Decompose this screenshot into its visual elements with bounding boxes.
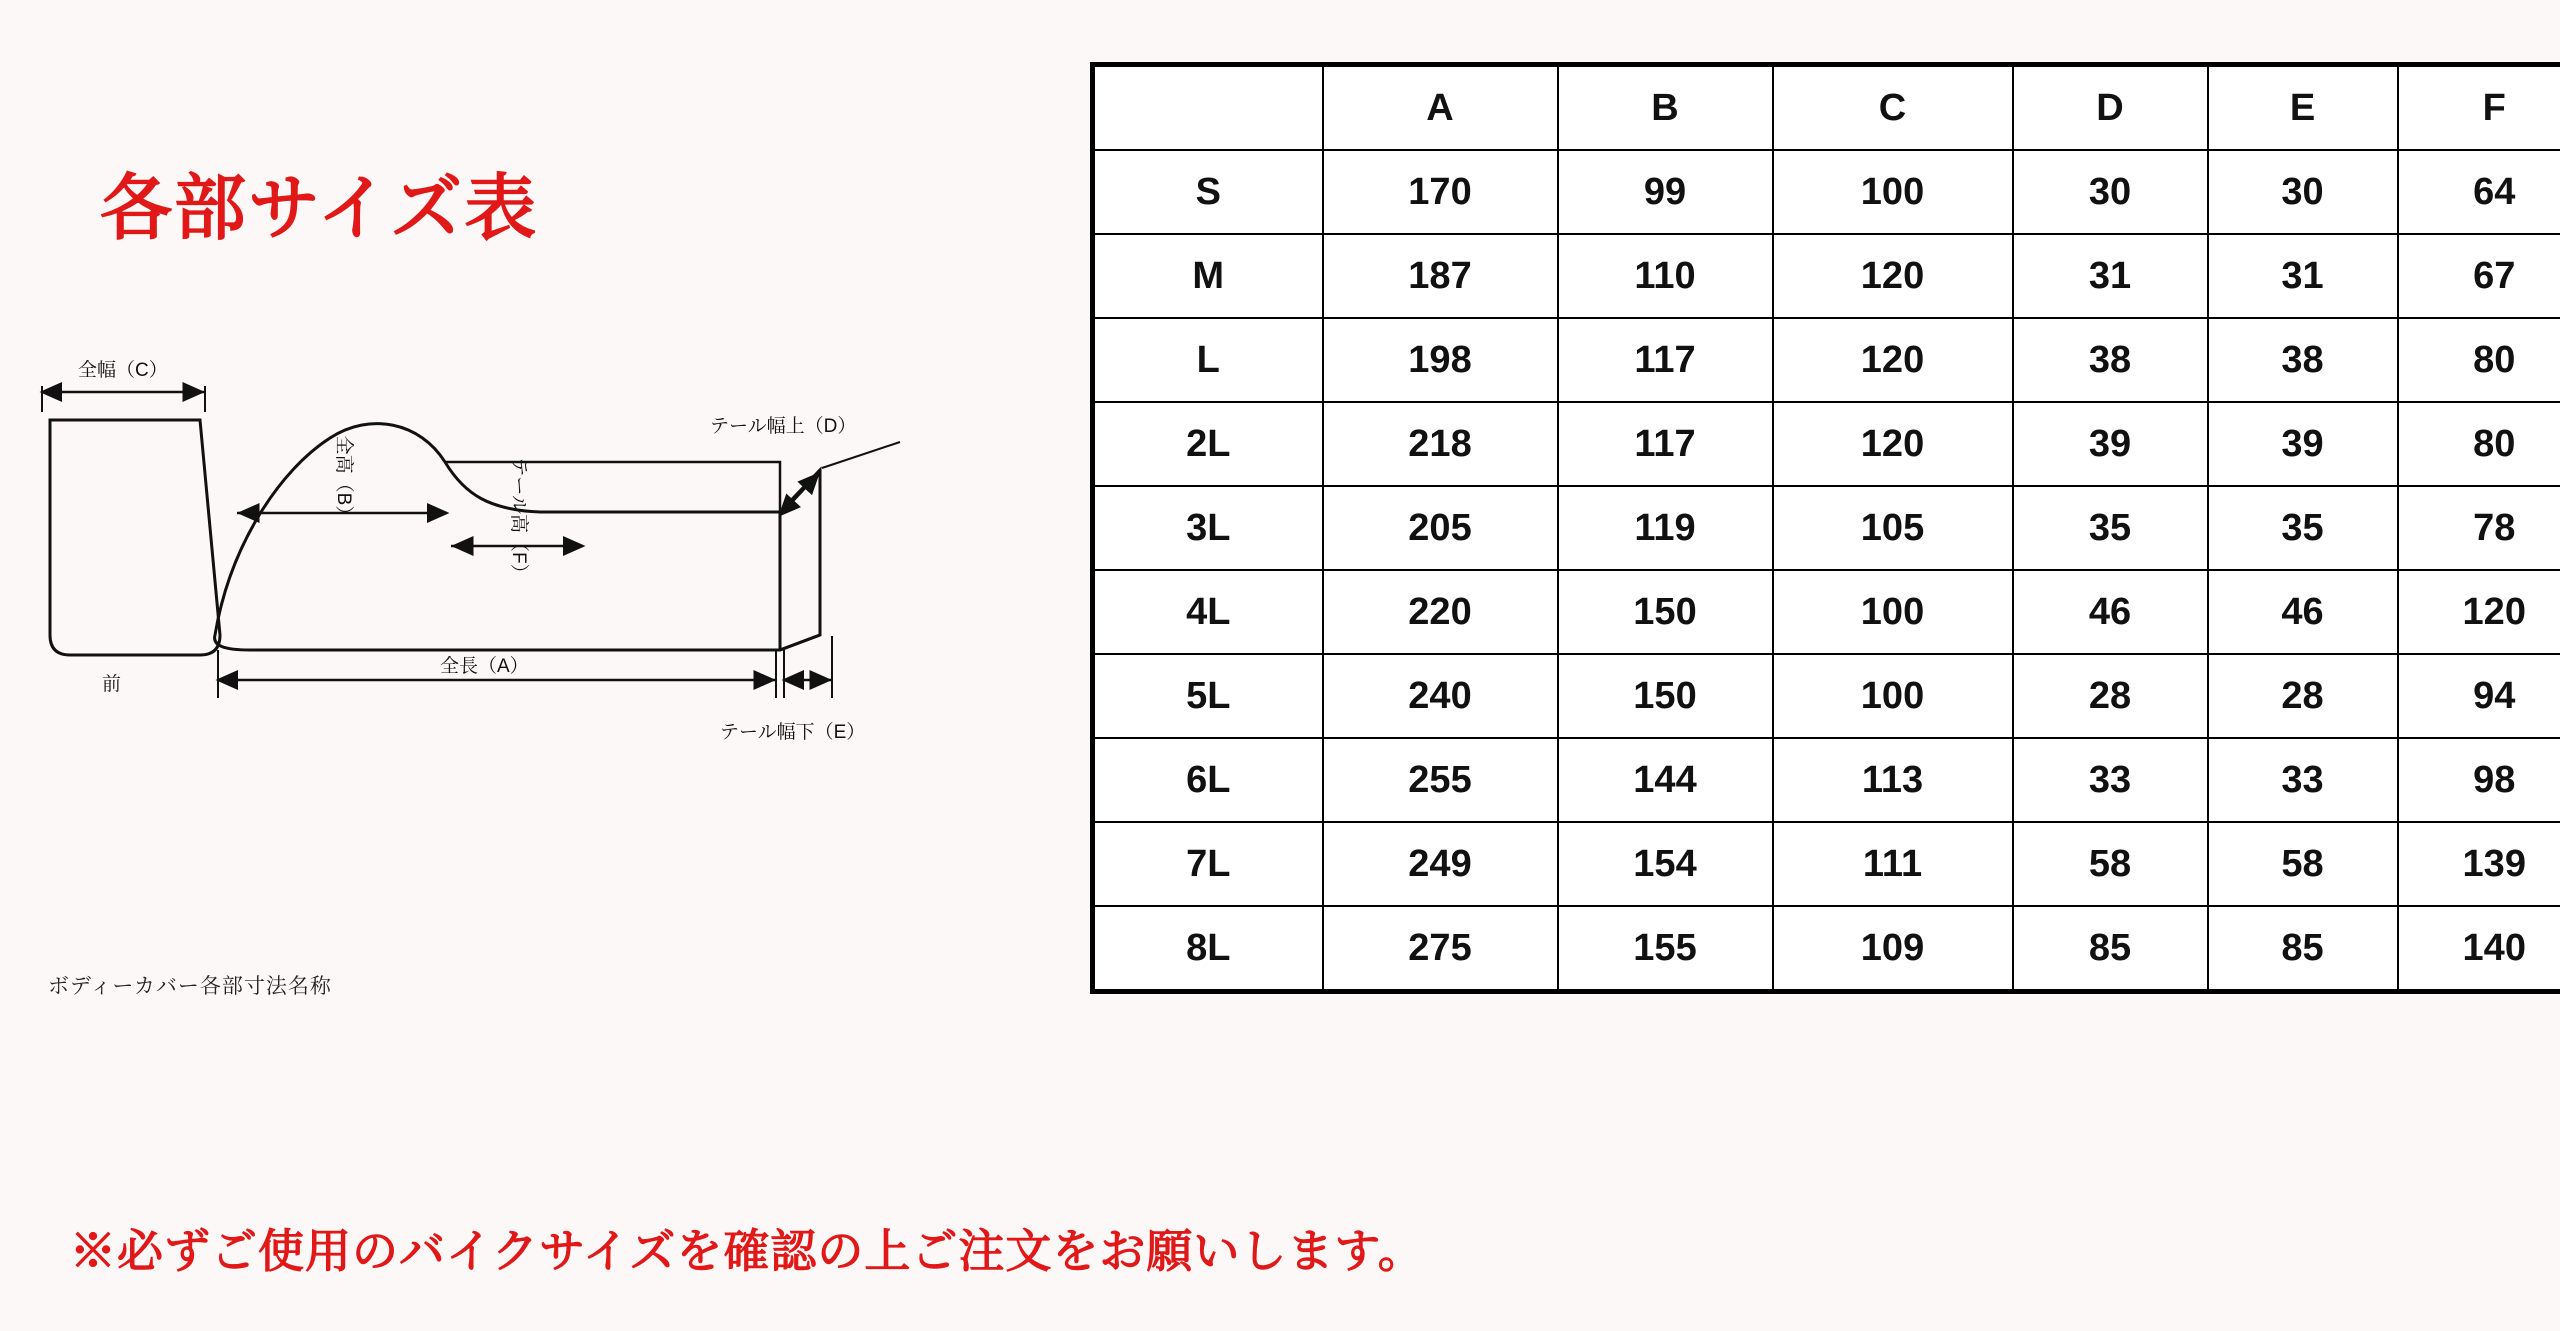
table-row [1093, 738, 2560, 822]
cell-a: 205 [1323, 486, 1558, 570]
cell-f: 120 [2398, 570, 2560, 654]
cell-c: 105 [1773, 486, 2013, 570]
cell-e: 38 [2208, 318, 2398, 402]
cell-d: 58 [2013, 822, 2208, 906]
table-row [1093, 906, 2560, 992]
label-front: 前 [102, 674, 122, 695]
cell-c: 120 [1773, 318, 2013, 402]
cell-e: 35 [2208, 486, 2398, 570]
cell-b: 150 [1558, 654, 1773, 738]
cell-b: 119 [1558, 486, 1773, 570]
cell-a: 275 [1323, 906, 1558, 992]
cell-f: 67 [2398, 234, 2560, 318]
cell-c: 113 [1773, 738, 2013, 822]
cell-b: 117 [1558, 318, 1773, 402]
cell-e: 31 [2208, 234, 2398, 318]
size-table [1090, 62, 2560, 994]
front-view-shape [50, 420, 220, 655]
label-width-c: 全幅（C） [78, 360, 168, 381]
table-header-row [1093, 65, 2560, 151]
column-header-blank [1093, 65, 1323, 151]
cell-f: 80 [2398, 318, 2560, 402]
table-row [1093, 402, 2560, 486]
tail-top-d-leader [780, 442, 900, 515]
row-label: 2L [1093, 402, 1323, 486]
footer-note: ※必ずご使用のバイクサイズを確認の上ご注文をお願いします。 [70, 1225, 1425, 1277]
diagram-panel [0, 0, 1060, 1331]
table-row [1093, 570, 2560, 654]
cell-b: 99 [1558, 150, 1773, 234]
label-tail-bottom-e: テール幅下（E） [720, 722, 866, 743]
width-c-arrow [42, 386, 205, 412]
size-table-container [1090, 62, 2526, 994]
table-row [1093, 150, 2560, 234]
cell-a: 220 [1323, 570, 1558, 654]
page-title: 各部サイズ表 [100, 169, 539, 249]
cell-d: 38 [2013, 318, 2208, 402]
cell-a: 240 [1323, 654, 1558, 738]
row-label: 6L [1093, 738, 1323, 822]
cell-b: 144 [1558, 738, 1773, 822]
row-label: 3L [1093, 486, 1323, 570]
cell-d: 39 [2013, 402, 2208, 486]
cell-d: 35 [2013, 486, 2208, 570]
cell-e: 46 [2208, 570, 2398, 654]
cell-f: 78 [2398, 486, 2560, 570]
cell-d: 85 [2013, 906, 2208, 992]
row-label: M [1093, 234, 1323, 318]
row-label: S [1093, 150, 1323, 234]
column-header-a: A [1323, 65, 1558, 151]
cell-c: 120 [1773, 234, 2013, 318]
diagram-caption: ボディーカバー各部寸法名称 [48, 975, 332, 998]
row-label: 8L [1093, 906, 1323, 992]
cell-c: 100 [1773, 150, 2013, 234]
cell-d: 30 [2013, 150, 2208, 234]
cell-e: 28 [2208, 654, 2398, 738]
cell-f: 140 [2398, 906, 2560, 992]
cell-c: 100 [1773, 654, 2013, 738]
cell-f: 64 [2398, 150, 2560, 234]
cell-a: 255 [1323, 738, 1558, 822]
label-tail-top-d: テール幅上（D） [710, 416, 857, 437]
label-length-a: 全長（A） [440, 656, 529, 677]
cell-d: 33 [2013, 738, 2208, 822]
cell-c: 109 [1773, 906, 2013, 992]
column-header-c: C [1773, 65, 2013, 151]
cell-e: 30 [2208, 150, 2398, 234]
cell-f: 80 [2398, 402, 2560, 486]
cell-d: 31 [2013, 234, 2208, 318]
cell-c: 120 [1773, 402, 2013, 486]
cell-a: 198 [1323, 318, 1558, 402]
table-row [1093, 822, 2560, 906]
cover-dimension-diagram [20, 350, 1060, 970]
column-header-f: F [2398, 65, 2560, 151]
table-row [1093, 486, 2560, 570]
cell-d: 28 [2013, 654, 2208, 738]
table-row [1093, 234, 2560, 318]
column-header-b: B [1558, 65, 1773, 151]
cell-a: 218 [1323, 402, 1558, 486]
cell-f: 98 [2398, 738, 2560, 822]
label-height-b: 全高（B） [333, 435, 354, 525]
cell-e: 33 [2208, 738, 2398, 822]
cell-a: 249 [1323, 822, 1558, 906]
cell-f: 139 [2398, 822, 2560, 906]
cell-e: 58 [2208, 822, 2398, 906]
cell-b: 110 [1558, 234, 1773, 318]
table-row [1093, 654, 2560, 738]
cell-d: 46 [2013, 570, 2208, 654]
cell-b: 154 [1558, 822, 1773, 906]
cell-e: 39 [2208, 402, 2398, 486]
row-label: 7L [1093, 822, 1323, 906]
label-tail-height-f: テール高（F） [508, 457, 529, 583]
row-label: 4L [1093, 570, 1323, 654]
cell-f: 94 [2398, 654, 2560, 738]
cell-e: 85 [2208, 906, 2398, 992]
cell-b: 155 [1558, 906, 1773, 992]
table-row [1093, 318, 2560, 402]
cell-c: 100 [1773, 570, 2013, 654]
cell-c: 111 [1773, 822, 2013, 906]
cell-a: 170 [1323, 150, 1558, 234]
cell-b: 117 [1558, 402, 1773, 486]
row-label: 5L [1093, 654, 1323, 738]
column-header-d: D [2013, 65, 2208, 151]
row-label: L [1093, 318, 1323, 402]
column-header-e: E [2208, 65, 2398, 151]
cell-b: 150 [1558, 570, 1773, 654]
cell-a: 187 [1323, 234, 1558, 318]
